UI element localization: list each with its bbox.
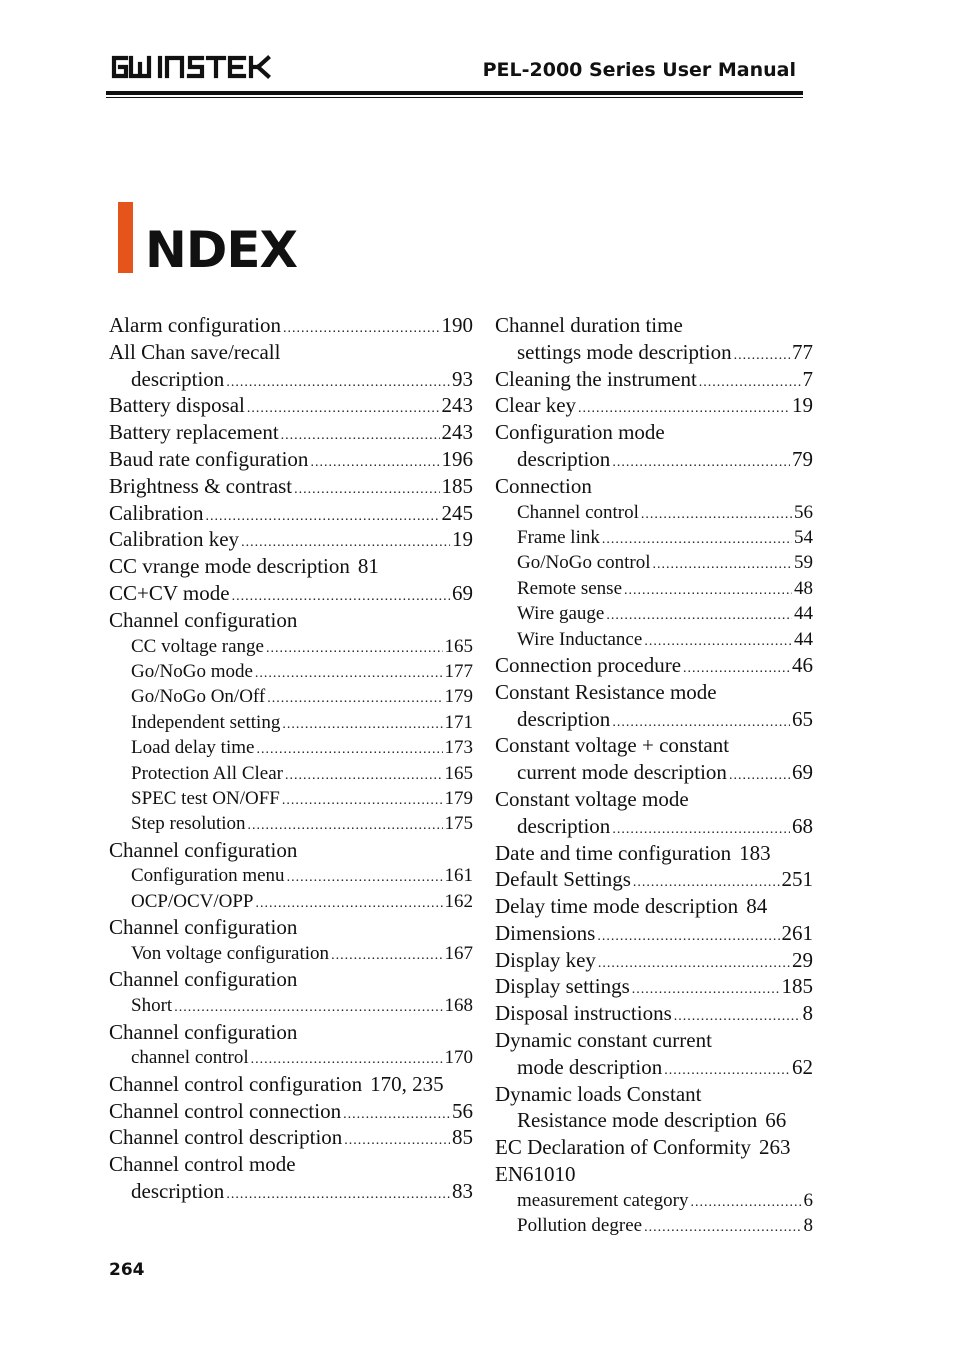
index-entry-page: 170, 235 (370, 1071, 444, 1096)
index-entry (495, 1213, 813, 1238)
gw-instek-logo-mark (108, 52, 278, 82)
index-entry-term: Battery disposal (109, 393, 245, 418)
dot-leader (690, 1190, 801, 1215)
index-entry (495, 813, 813, 840)
index-entry-page: 56 (452, 1098, 473, 1123)
dot-leader (266, 636, 443, 661)
dot-leader (612, 450, 790, 477)
index-entry-term: description (517, 706, 611, 731)
index-entry (495, 1054, 813, 1081)
index-entry (495, 601, 813, 626)
dot-leader (624, 578, 792, 603)
index-entry-term: Display settings (495, 974, 630, 999)
index-entry-term: Channel configuration (109, 607, 298, 632)
dot-leader (294, 477, 439, 504)
index-entry-page: 170 (444, 1047, 473, 1069)
index-entry-page: 173 (444, 737, 473, 759)
index-entry-term: EC Declaration of Conformity (495, 1135, 752, 1160)
index-entry-term: Channel control connection (109, 1098, 342, 1123)
index-entry-term: current mode description (517, 760, 727, 785)
index-entry-page: 168 (444, 995, 473, 1017)
index-entry (109, 735, 473, 760)
index-entry-term: Connection (495, 473, 592, 498)
index-entry-term: CC+CV mode (109, 580, 230, 605)
index-entry-page: 165 (444, 635, 473, 657)
index-entry (495, 627, 813, 652)
dot-leader (644, 1215, 801, 1240)
index-entry (495, 759, 813, 786)
dot-leader (226, 370, 450, 397)
index-entry-term: Channel control description (109, 1125, 343, 1150)
index-entry (109, 500, 473, 527)
index-entry (109, 607, 473, 634)
dot-leader (734, 343, 790, 370)
index-entry (495, 947, 813, 974)
index-entry-term: Dimensions (495, 920, 596, 945)
index-entry-page: 81 (357, 554, 379, 579)
index-entry-term: Configuration menu (131, 865, 285, 887)
index-entry (495, 1188, 813, 1213)
index-entry-term: Wire Inductance (517, 628, 643, 650)
index-entry-term: Display key (495, 947, 596, 972)
index-entry-term: description (131, 366, 225, 391)
index-entry-term: Baud rate configuration (109, 446, 309, 471)
index-entry (109, 526, 473, 553)
dot-leader (205, 504, 439, 531)
index-entry-term: measurement category (517, 1189, 689, 1211)
dot-leader (248, 813, 443, 838)
index-entry-term: Channel configuration (109, 837, 298, 862)
index-entry-term: Go/NoGo mode (131, 660, 253, 682)
index-entry-page: 84 (746, 894, 768, 919)
index-entry (109, 446, 473, 473)
index-entry-term: Constant voltage + constant (495, 733, 730, 758)
dot-leader (641, 502, 792, 527)
index-entry (495, 973, 813, 1000)
index-entry (495, 866, 813, 893)
dot-leader (729, 763, 790, 790)
index-entry-page: 179 (444, 787, 473, 809)
dot-leader (174, 995, 442, 1020)
index-entry-page: 83 (452, 1179, 473, 1204)
index-entry-term: SPEC test ON/OFF (131, 787, 280, 809)
index-entry-page: 69 (792, 760, 813, 785)
index-entry-term: Channel configuration (109, 915, 298, 940)
dot-leader (699, 370, 801, 397)
header-rule-thin (106, 97, 803, 98)
index-entry-page: 8 (802, 1001, 813, 1026)
dot-leader (653, 552, 792, 577)
index-entry-term: Go/NoGo control (517, 552, 651, 574)
dot-leader (597, 924, 779, 951)
index-entry-term: Channel control mode (109, 1152, 296, 1177)
index-entry (109, 634, 473, 659)
index-entry (109, 993, 473, 1018)
index-entry-page: 165 (444, 762, 473, 784)
dot-leader (602, 527, 792, 552)
index-entry (495, 1107, 813, 1134)
index-entry-page: 44 (794, 628, 813, 650)
index-entry-term: Pollution degree (517, 1215, 643, 1237)
dot-leader (256, 891, 443, 916)
index-entry (109, 419, 473, 446)
index-entry-term: Connection procedure (495, 652, 682, 677)
dot-leader (255, 661, 443, 686)
index-entry-page: 46 (792, 652, 813, 677)
index-entry (109, 1019, 473, 1046)
index-entry (109, 473, 473, 500)
index-entry-term: channel control (131, 1047, 249, 1069)
index-entry-page: 8 (803, 1215, 813, 1237)
index-entry-term: Channel control configuration (109, 1071, 363, 1096)
heading-initial-bar (118, 202, 133, 273)
index-entry (109, 339, 473, 366)
index-entry (109, 1045, 473, 1070)
index-entry-page: 185 (441, 473, 473, 498)
index-entry (495, 679, 813, 706)
index-entry-page: 65 (792, 706, 813, 731)
index-entry (495, 576, 813, 601)
index-entry-page: 85 (452, 1125, 473, 1150)
index-entry (109, 889, 473, 914)
index-entry-term: CC voltage range (131, 635, 264, 657)
page-number: 264 (109, 1260, 145, 1280)
index-entry-term: Short (131, 995, 173, 1017)
index-entry (109, 914, 473, 941)
index-entry-term: Remote sense (517, 577, 623, 599)
heading-word: NDEX (145, 221, 298, 279)
index-entry (495, 525, 813, 550)
dot-leader (310, 450, 439, 477)
dot-leader (282, 712, 442, 737)
index-entry (495, 920, 813, 947)
index-entry-page: 179 (444, 686, 473, 708)
index-entry-term: description (131, 1179, 225, 1204)
index-entry-term: Brightness & contrast (109, 473, 293, 498)
index-entry (109, 553, 473, 580)
index-entry (109, 1098, 473, 1125)
index-entry-term: Battery replacement (109, 420, 279, 445)
index-entry (495, 732, 813, 759)
index-entry-page: 54 (794, 526, 813, 548)
index-entry-term: Channel configuration (109, 1019, 298, 1044)
index-entry (109, 786, 473, 811)
index-entry-page: 79 (792, 446, 813, 471)
index-entry (109, 761, 473, 786)
index-entry (495, 339, 813, 366)
index-entry-term: Date and time configuration (495, 840, 732, 865)
dot-leader (285, 763, 443, 788)
index-entry-page: 68 (792, 813, 813, 838)
index-entry-term: Go/NoGo On/Off (131, 686, 266, 708)
index-entry-term: Delay time mode description (495, 894, 739, 919)
index-entry (109, 1151, 473, 1178)
dot-leader (282, 788, 443, 813)
index-entry-page: 177 (444, 660, 473, 682)
index-entry-page: 161 (444, 865, 473, 887)
index-entry (495, 706, 813, 733)
index-entry-term: Frame link (517, 526, 600, 548)
index-entry-term: Dynamic constant current (495, 1028, 712, 1053)
index-entry (495, 1027, 813, 1054)
index-entry-page: 245 (441, 500, 473, 525)
index-entry (109, 684, 473, 709)
dot-leader (344, 1128, 450, 1155)
index-entry-page: 66 (765, 1108, 787, 1133)
index-entry-term: Resistance mode description (517, 1108, 758, 1133)
dot-leader (267, 686, 442, 711)
index-entry (495, 500, 813, 525)
index-entry (109, 392, 473, 419)
dot-leader (287, 865, 443, 890)
index-entry-term: Default Settings (495, 867, 631, 892)
index-entry (495, 446, 813, 473)
index-entry (109, 312, 473, 339)
index-entry-page: 243 (441, 393, 473, 418)
index-entry-page: 183 (739, 840, 771, 865)
index-entry-page: 19 (452, 527, 473, 552)
index-entry-term: Channel control (517, 501, 639, 523)
header-rule-thick (106, 91, 803, 95)
index-entry-page: 190 (441, 313, 473, 337)
index-entry-term: mode description (517, 1054, 663, 1079)
index-entry-term: Step resolution (131, 813, 246, 835)
index-entry-page: 185 (781, 974, 813, 999)
index-entry (495, 840, 813, 867)
index-entry (495, 786, 813, 813)
index-entry (495, 419, 813, 446)
index-entry (109, 710, 473, 735)
index-entry (109, 837, 473, 864)
index-entry-term: description (517, 813, 611, 838)
index-entry (495, 893, 813, 920)
index-entry (109, 366, 473, 393)
index-entry-term: Clear key (495, 393, 577, 418)
index-entry-term: Wire gauge (517, 603, 605, 625)
gw-instek-logo (108, 52, 278, 82)
index-entry (495, 392, 813, 419)
index-entry-term: Calibration key (109, 527, 240, 552)
index-entry-term: Load delay time (131, 737, 255, 759)
index-entry-page: 69 (452, 580, 473, 605)
index-entry (495, 652, 813, 679)
index-entry-page: 77 (792, 339, 813, 364)
index-entry-term: All Chan save/recall (109, 339, 281, 364)
index-entry-page: 171 (444, 711, 473, 733)
index-entry (495, 1000, 813, 1027)
index-entry (109, 659, 473, 684)
index-entry-term: Disposal instructions (495, 1001, 672, 1026)
index-entry-page: 196 (441, 446, 473, 471)
dot-leader (331, 943, 442, 968)
index-entry-term: Independent setting (131, 711, 281, 733)
index-entry-page: 243 (441, 420, 473, 445)
index-entry (109, 580, 473, 607)
index-entry-term: Calibration (109, 500, 204, 525)
index-entry-page: 29 (792, 947, 813, 972)
index-entry-page: 7 (802, 366, 813, 391)
index-entry-page: 56 (794, 501, 813, 523)
index-entry (495, 473, 813, 500)
index-entry-page: 251 (781, 867, 813, 892)
index-entry-term: OCP/OCV/OPP (131, 890, 254, 912)
index-entry-term: EN61010 (495, 1162, 576, 1187)
dot-leader (256, 737, 442, 762)
dot-leader (606, 603, 792, 628)
index-entry (495, 366, 813, 393)
dot-leader (343, 1102, 450, 1129)
index-column-right (495, 312, 813, 1239)
index-entry-term: CC vrange mode description (109, 554, 350, 579)
index-entry-page: 44 (794, 603, 813, 625)
index-entry-page: 167 (444, 943, 473, 965)
index-entry (495, 312, 813, 339)
dot-leader (644, 629, 792, 654)
index-entry-page: 48 (794, 577, 813, 599)
index-entry-page: 261 (781, 920, 813, 945)
index-entry (495, 1134, 813, 1161)
index-entry-page: 93 (452, 366, 473, 391)
index-entry-term: Constant Resistance mode (495, 679, 717, 704)
index-column-left (109, 312, 473, 1205)
index-entry-term: Cleaning the instrument (495, 366, 697, 391)
index-entry-term: Von voltage configuration (131, 943, 330, 965)
index-entry-term: Channel configuration (109, 967, 298, 992)
index-entry-term: Alarm configuration (109, 313, 282, 337)
index-entry (109, 863, 473, 888)
index-entry (495, 1081, 813, 1108)
index-entry-term: Constant voltage mode (495, 786, 689, 811)
index-entry-page: 6 (803, 1189, 813, 1211)
dot-leader (251, 1047, 443, 1072)
index-entry (109, 1178, 473, 1205)
index-entry-term: Configuration mode (495, 420, 665, 445)
index-entry-page: 59 (794, 552, 813, 574)
index-entry (109, 966, 473, 993)
index-entry-term: description (517, 446, 611, 471)
index-entry (109, 941, 473, 966)
index-entry-page: 162 (444, 890, 473, 912)
index-entry-term: Dynamic loads Constant (495, 1081, 702, 1106)
index-entry-page: 19 (792, 393, 813, 418)
index-entry-page: 263 (759, 1135, 791, 1160)
index-entry-page: 175 (444, 813, 473, 835)
index-entry (495, 550, 813, 575)
dot-leader (226, 1182, 450, 1209)
index-entry-page: 62 (792, 1054, 813, 1079)
index-entry (495, 1161, 813, 1188)
index-entry-term: Protection All Clear (131, 762, 283, 784)
index-entry-term: Channel duration time (495, 313, 683, 337)
index-entry-term: settings mode description (517, 339, 732, 364)
index-entry (109, 811, 473, 836)
manual-title: PEL-2000 Series User Manual (482, 59, 796, 81)
index-entry (109, 1071, 473, 1098)
dot-leader (283, 316, 439, 343)
index-entry (109, 1124, 473, 1151)
